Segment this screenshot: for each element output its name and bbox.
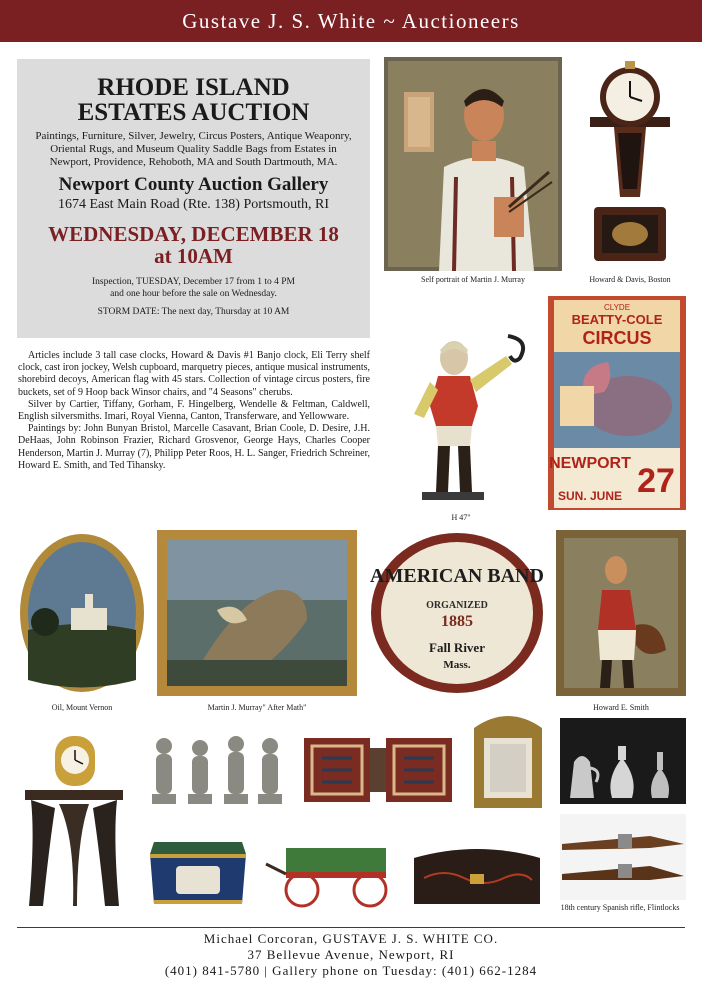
auction-description — [18, 350, 370, 472]
auction-date: WEDNESDAY, DECEMBER 18 — [48, 222, 339, 246]
flintlock-rifles-photo — [560, 814, 686, 900]
enamel-music-box-photo — [142, 834, 254, 910]
howard-smith-painting-photo — [556, 530, 686, 696]
inspection-line-2: and one hour before the sale on Wednesday. — [110, 289, 277, 299]
ornate-mirror-photo — [466, 708, 550, 810]
description-paragraph: Paintings by: John Bunyan Bristol, Marcelle Casavant, Brian Coole, D. Desire, J.H. DeHaas, John Robinson Frazier, Richard Grosvenor, George Hays, Charles Cooper Henderson, Martin J. Murray (7), Philipp Peter Roos, H. L. Sanger, Friedrich Schreiner, Howard E. Smith, and Ted Tihansky. — [18, 423, 370, 471]
drum-line-1: AMERICAN BAND — [370, 565, 544, 587]
drum-line-2: ORGANIZED — [426, 600, 488, 611]
storm-date: STORM DATE: The next day, Thursday at 10 AM — [97, 307, 290, 317]
after-math-caption: Martin J. Murray" After Math" — [207, 703, 307, 712]
drum-line-3: 1885 — [441, 613, 473, 630]
title-line-2: ESTATES AUCTION — [77, 99, 310, 126]
painted-chest-photo — [404, 834, 550, 910]
elephant-clock-stand-photo — [15, 728, 133, 910]
toy-wagon-photo — [262, 834, 396, 910]
banjo-clock-photo — [574, 57, 686, 271]
drum-line-4: Fall River — [429, 640, 485, 655]
auctioneer-header: Gustave J. S. White ~ Auctioneers — [0, 0, 702, 42]
poster-line-1: CLYDE — [603, 303, 631, 312]
drum-line-5: Mass. — [443, 659, 471, 671]
description-paragraph: Articles include 3 tall case clocks, Howard & Davis #1 Banjo clock, Eli Terry shelf clock, cast iron jockey, Welsh cupboard, marquetry pieces, antique musical instruments, shorebird decoys, American flag with 45 stars. Collection of vintage circus posters, fire buckets, set of 9 Hoop back Winsor chairs, and "4 Seasons" cherubs. — [18, 350, 370, 398]
contact-footer — [0, 931, 702, 979]
after-math-painting-photo — [157, 530, 357, 696]
mount-vernon-painting-photo — [15, 530, 149, 696]
footer-divider — [17, 927, 685, 928]
inspection-info — [17, 276, 370, 300]
jockey-caption: H 47" — [451, 513, 471, 522]
portrait-caption: Self portrait of Martin J. Murray — [421, 275, 525, 284]
title-line-1: RHODE ISLAND — [97, 74, 290, 101]
silver-pieces-photo — [560, 718, 686, 804]
inspection-line-1: Inspection, TUESDAY, December 17 from 1 to 4 PM — [91, 277, 295, 287]
four-seasons-cherubs-photo — [142, 728, 290, 810]
cast-iron-jockey-photo — [384, 296, 538, 510]
footer-phone: (401) 841-5780 | Gallery phone on Tuesday: (401) 662-1284 — [164, 963, 538, 978]
venue-name: Newport County Auction Gallery — [58, 174, 329, 195]
circus-poster-photo — [548, 296, 686, 510]
poster-line-2: BEATTY-COLE — [571, 312, 663, 327]
auction-time: at 10AM — [154, 244, 233, 268]
auction-title — [17, 75, 370, 125]
poster-number: 27 — [637, 462, 675, 500]
flintlocks-caption: 18th century Spanish rifle, Flintlocks — [560, 903, 680, 912]
footer-address: 37 Bellevue Avenue, Newport, RI — [247, 947, 455, 962]
auction-info-box — [17, 59, 370, 338]
banjo-clock-caption: Howard & Davis, Boston — [589, 275, 671, 284]
poster-day: SUN. JUNE — [557, 489, 623, 503]
venue-address: 1674 East Main Road (Rte. 138) Portsmouth, RI — [57, 197, 330, 212]
american-band-drum-photo — [366, 530, 548, 696]
howard-smith-caption: Howard E. Smith — [593, 703, 649, 712]
mount-vernon-caption: Oil, Mount Vernon — [51, 703, 113, 712]
footer-contact-name: Michael Corcoran, GUSTAVE J. S. WHITE CO. — [203, 931, 499, 946]
item-categories: Paintings, Furniture, Silver, Jewelry, Circus Posters, Antique Weaponry, Oriental Rugs, and Museum Quality Saddle Bags from Estates in Newport, Providence, Rehoboth, MA and South Dartmouth, MA. — [35, 130, 352, 168]
description-paragraph: Silver by Cartier, Tiffany, Gorham, F. Hingelberg, Wendelle & Feltman, Caldwell, English silversmiths. Imari, Royal Vienna, Canton, Transferware, and Yellowware. — [18, 398, 370, 423]
saddle-bags-photo — [300, 728, 456, 810]
poster-city: NEWPORT — [549, 455, 631, 472]
self-portrait-photo — [384, 57, 562, 271]
poster-line-3: CIRCUS — [582, 328, 652, 348]
